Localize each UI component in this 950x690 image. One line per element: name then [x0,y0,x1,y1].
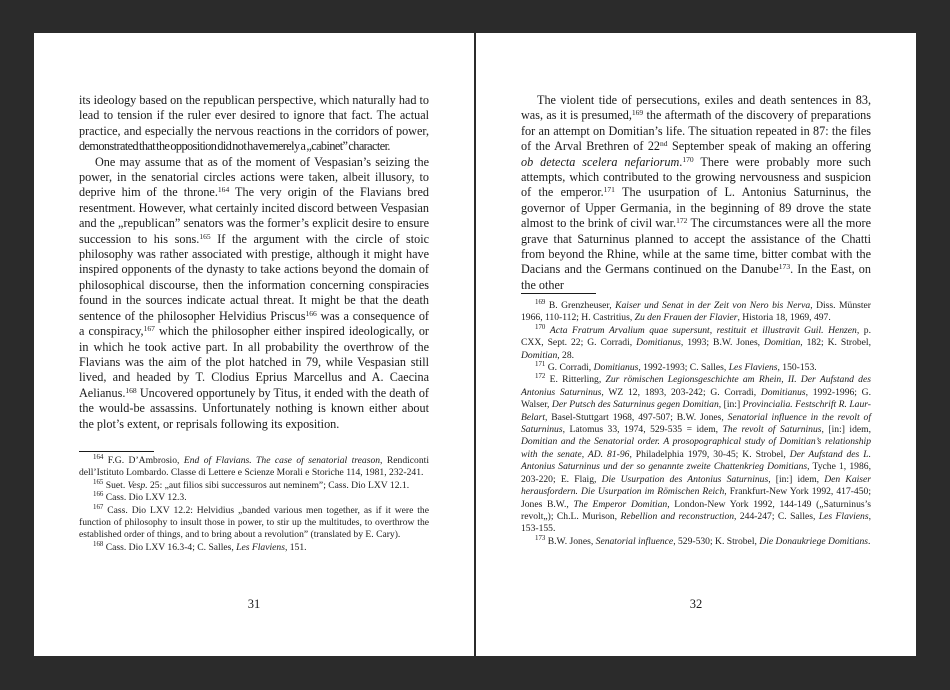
italic-text: Domitianus [593,362,639,374]
text-run: F.G. D’Ambrosio, [103,455,184,466]
text-run: , [in:] [718,399,743,411]
footnote-marker: 166 [305,308,317,318]
left-page-number: 31 [247,597,261,611]
left-footnote-rule [79,451,154,452]
text-run: G. Corradi, [545,362,594,374]
italic-text: Senatorial influence in the revolt of Saturninus [521,411,871,436]
text-run: , p. CXX, Sept. 22; G. Corradi, [521,324,871,349]
text-run: Uncovered opportunely by Titus, it ended with the death of the would-be assassins. Unfortunately nothing is known either about the plot’s extent, or reprisals following its exposition. [79,385,429,431]
text-run: , Historia 18, 1969, 497. [737,312,831,324]
italic-text: Domitianus [760,386,806,398]
text-run: E. Ritterling, [545,374,606,386]
text-run: Cass. Dio LXV 12.3. [103,492,187,504]
footnote-marker: 170 [682,154,694,164]
footnote-marker: 164 [93,454,104,462]
italic-text: Senatorial influence [595,535,674,547]
italic-text: Provincialia. Festschrift R. Laur-Belart [521,399,872,423]
italic-text: Rebellion and reconstruction [620,510,735,522]
text-run: , London-New York 1992, 144-149 („Saturninus’s revolt„); Ch.L. Murison, [521,498,871,522]
text-run: the aftermath of the discovery of preparations for an attempt on Domitian’s life. The situation repeated in 87: the files of the Arval Brethren of 22 [521,108,872,154]
left-footnotes [79,455,429,554]
text-run: One may assume that as of the moment of Vespasian’s seizing the power, in the senatorial circles actions were taken, albeit illusory, to deprive him of the throne. [79,154,429,200]
text-run: , 1992-1996; G. Walser, [521,386,872,411]
right-body-text [521,93,871,293]
italic-text: The revolt of Saturninus [722,424,822,436]
footnote-marker: 166 [93,491,104,499]
text-run: , [in:] idem, [768,473,825,485]
text-run: demonstrated that the opposition did not have merely a „cabinet” character. [79,139,390,154]
footnote-marker: 171 [603,185,615,195]
text-run: Cass. Dio LXV 12.2: Helvidius „banded various men together, as if it were the function of philosophy to insult those in power, to stir up the multitudes, to overthrow the established order of things, and to bring about a revolution” (translated by E. Cary). [79,504,429,541]
italic-text: Les Flaviens [728,362,778,374]
italic-text: Domitianus [636,337,681,349]
right-footnote-rule [521,293,596,294]
text-run: , WZ 12, 1893, 203-242; G. Corradi, [601,386,761,398]
left-body-text [79,93,429,432]
footnote-marker: 165 [93,479,104,487]
text-run: , Frankfurt-New York 1992, 417-450; Jones B.W., [521,486,871,510]
italic-text: Der Putsch des Saturninus gegen Domitian [551,399,719,411]
text-run: , Tyche 1, 1986, 203-220; E. Flaig, [521,461,871,485]
text-run: The usurpation of L. Antonius Saturninus, the governor of Upper Germania, in the beginning of 89 drove the state almost to the brink of civil war. [521,185,871,231]
text-run: The very origin of the Flavians bred resentment. However, what certainly incited discord between Vespasian and the „republican” senators was the former’s explicit desire to ensure succession to his sons. [79,185,429,246]
text-run: , Basel-Stuttgart 1968, 497-507; B.W. Jones, [544,411,728,423]
text-run: Suet. [103,479,128,491]
footnote-marker: 164 [217,185,230,195]
footnote-marker: 171 [535,361,546,369]
left-page [34,33,474,656]
italic-text: Les Flaviens [818,510,869,522]
text-run: The violent tide of persecutions, exiles and death sentences in 83, was, as it is presumed, [521,93,871,123]
footnote-marker: 172 [676,216,688,226]
left-paragraph-1 [79,93,429,155]
text-run: its ideology based on the republican perspective, which naturally had to lead to tension if the ruler ever desired to ignore that fact. The actual practice, and especially the nervous reactions in the corridors of power, [79,93,429,138]
text-run: , 151. [284,541,307,553]
text-run: which the philosopher either inspired ideologically, or in which he took active part. In all probability the overthrow of the Flavians was the aim of the plot hatched in 79, while Vespasian still lived, and headed by T. Clodius Eprius Marcellus and A. Caecina Aelianus. [79,324,429,400]
italic-text: Zur römischen Legionsgeschichte am Rhein, II. Der Aufstand des Antonius Saturninus [521,374,871,398]
text-run: , Rendiconti dell’Istituto Lombardo. Classe di Lettere e Scienze Morali e Storiche 114, 1981, 232-241. [79,455,429,479]
text-run: , Latomus 33, 1974, 529-535 = idem, [562,424,723,436]
text-run: . In the East, on the other [521,262,871,292]
italic-text: Kaiser und Senat in der Zeit von Nero bis Nerva [615,300,811,311]
footnote-165 [79,480,429,492]
right-page-number: 32 [689,597,703,611]
text-run: The circumstances were all the more grave that Saturninus planned to accept the assistance of the Chatti from beyond the Rhine, while at the same time, bitter combat with the Dacians and the Germans continued on the Danube [521,216,871,277]
footnote-169 [521,300,871,325]
footnote-173 [521,536,871,548]
text-run: If the argument with the circle of stoic philosophy was rather associated with prestige, although it might have inspired opponents of the dynasty to take actions beyond the domain of philosophical discourse, then the information concerning conspiracies found in the sources indicate actual threat. It might be that the death sentence of the philosopher Helvidius Priscus [79,231,429,323]
footnote-marker: 167 [143,323,155,333]
left-paragraph-2 [79,155,429,432]
italic-text: Domitian and the Senatorial order. A prosopographical study of Domitian’s relationship with the senate, AD. 81-96 [521,436,871,460]
text-run: , 150-153. [777,362,817,374]
text-run: , Philadelphia 1979, 30-45; K. Strobel, [629,448,790,460]
text-run: , [in:] idem, [821,424,871,436]
footnote-marker: 169 [535,299,546,307]
text-run: , 529-530; K. Strobel, [673,535,760,547]
text-run: Cass. Dio LXV 16.3-4; C. Salles, [103,541,237,553]
text-run: , Diss. Münster 1966, 110-112; H. Castritius, [521,300,871,324]
text-run: . [868,535,871,547]
italic-text: Les Flaviens [236,541,285,553]
footnote-marker: 168 [125,385,137,395]
text-run: . [679,154,683,169]
footnote-marker: 169 [631,108,644,118]
footnote-marker: 167 [93,503,104,511]
right-paragraph-1 [521,93,871,293]
footnote-marker: 168 [93,541,104,549]
italic-text: Acta Fratrum Arvalium quae supersunt, restituit et illustravit Guil. Henzen [549,324,857,336]
italic-text: Den Kaiser herausfordern. Die Usurpation im Römischen Reich [521,473,872,498]
text-run: B. Grenzheuser, [545,300,616,311]
footnote-171 [521,362,871,374]
footnote-marker: 173 [778,262,791,272]
text-run: , 153-155. [521,510,871,535]
italic-text: Domitian [521,349,558,361]
text-run: There were probably more such attempts, which contributed to the growing nervousness and suspicion of the emperor. [521,154,871,200]
text-run: , 182; K. Strobel, [800,337,871,349]
footnote-marker: nd [660,139,668,149]
text-run: , 1992-1993; C. Salles, [638,362,729,374]
text-run: was a consequence of a conspiracy, [79,308,429,339]
italic-text: End of Flavians. The case of senatorial treason [183,455,381,466]
right-footnotes [521,300,871,548]
text-run: , 28. [557,349,575,361]
italic-text: Zu den Frauen der Flavier [634,312,738,324]
italic-text: Die Usurpation des Antonius Saturninus [601,473,769,485]
footnote-168 [79,542,429,554]
footnote-marker: 173 [535,534,546,542]
right-page [476,33,916,656]
footnote-170 [521,325,871,362]
footnote-marker: 172 [535,373,546,381]
text-run: B.W. Jones, [545,535,596,547]
italic-text: Domitian [764,337,801,349]
footnote-166 [79,492,429,504]
italic-text: ob detecta scelera nefariorum [521,154,680,169]
text-run: , 244-247; C. Salles, [734,510,819,522]
footnote-167 [79,505,429,542]
footnote-164 [79,455,429,480]
text-run: September speak of making an offering [667,139,871,154]
italic-text: Der Aufstand des L. Antonius Saturninus und der so genannte zweite Chattenkrieg Domitians [521,448,871,473]
text-run: 25: „aut filios sibi successuros aut neminem”; Cass. Dio LXV 12.1. [147,479,410,491]
italic-text: The Emperor Domitian [573,498,668,510]
italic-text: Vesp. [127,479,148,491]
text-run: , 1993; B.W. Jones, [680,337,765,349]
footnote-marker: 170 [535,324,546,332]
footnote-marker: 165 [199,231,211,241]
footnote-172 [521,374,871,535]
italic-text: Die Donaukriege Domitians [759,535,868,547]
